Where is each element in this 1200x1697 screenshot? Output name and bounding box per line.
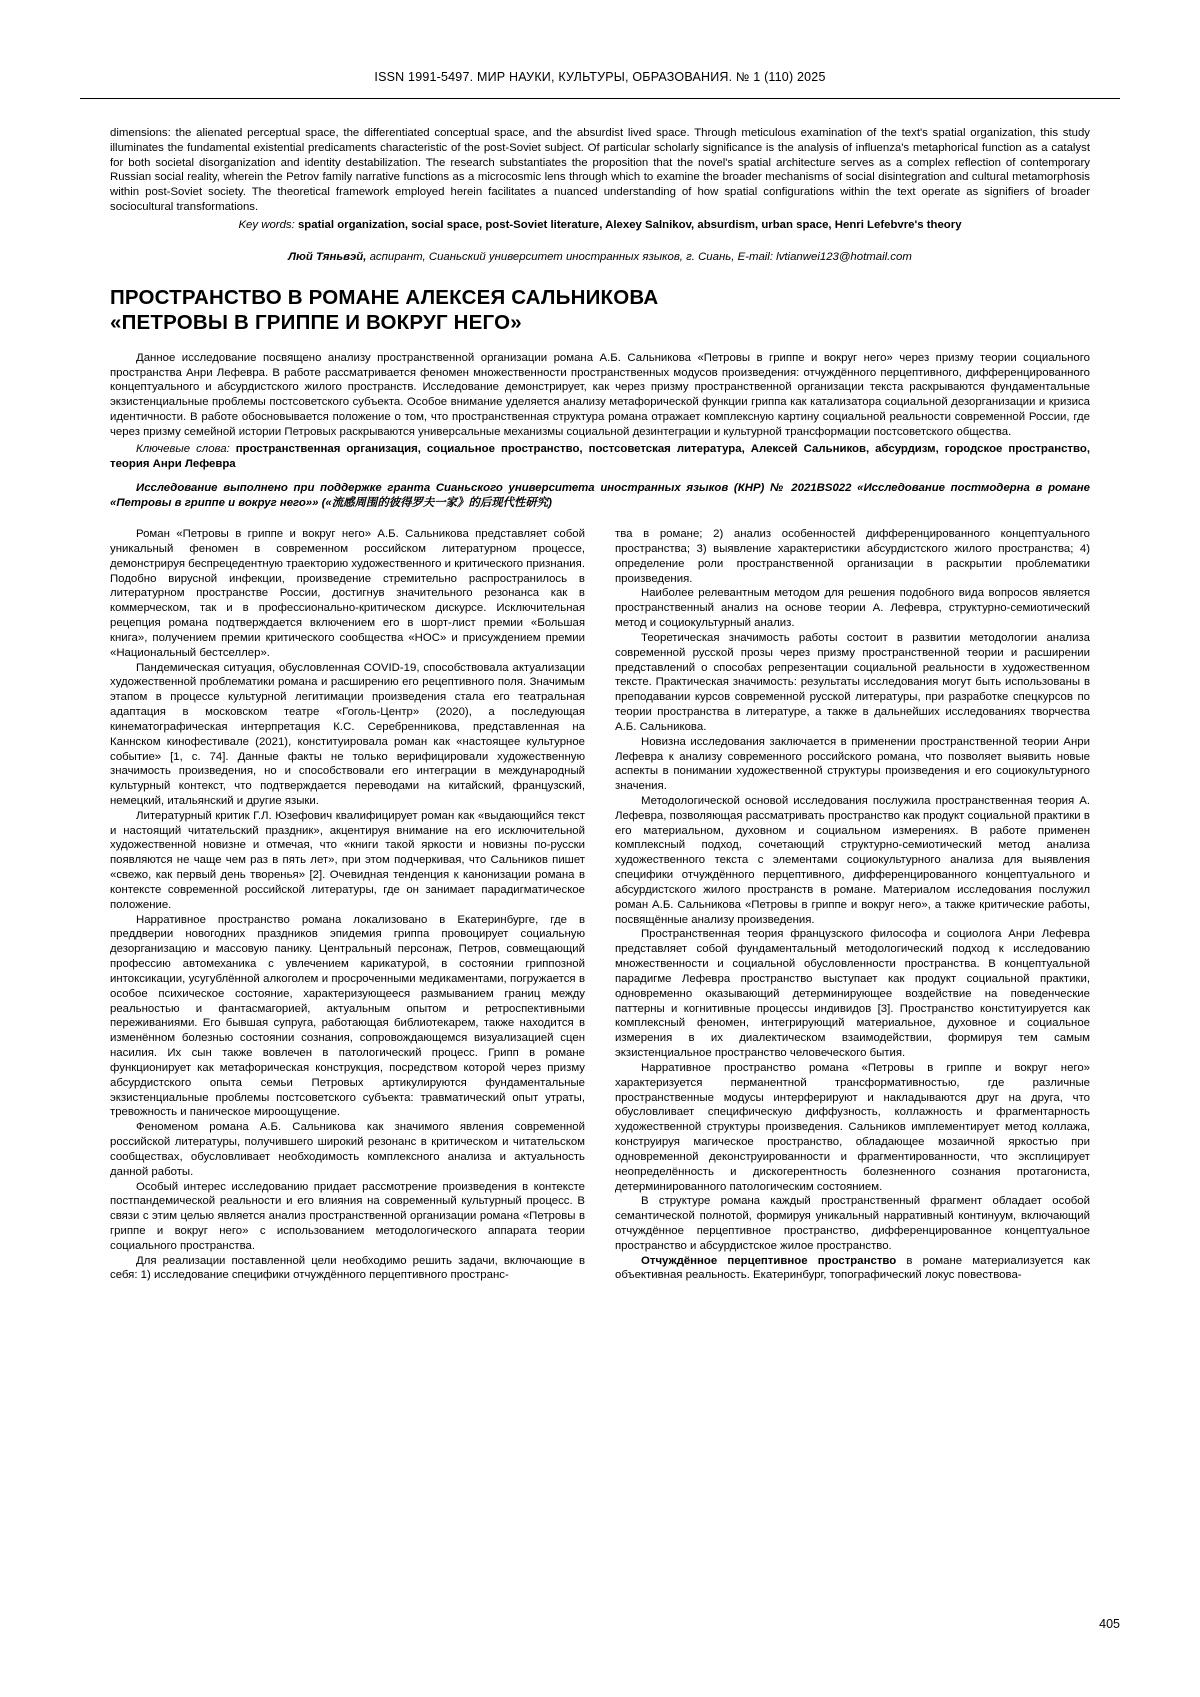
body-paragraph: тва в романе; 2) анализ особенностей дифференцированного концептуального пространства; 3) выявление характеристики абсурдистского жилого пространства; 4) определение роли пространственной организации в раскрытии проблематики произведения. xyxy=(615,528,1090,585)
abstract-english: dimensions: the alienated perceptual space, the differentiated conceptual space, and the absurdist lived space. Through meticulous examination of the text's spatial organization, this study illuminates the fundamental existential predicaments characteristic of the post-Soviet subject. Of particular scholarly significance is the analysis of influenza's metaphorical function as a catalyst for both societal disorganization and identity destabilization. The research substantiates the proposition that the novel's spatial architecture serves as a complex reflection of contemporary Russian social reality, wherein the Petrov family narrative functions as a microcosmic lens through which to examine the broader mechanisms of social disintegration and cultural metamorphosis within post-Soviet society. The theoretical framework employed herein facilitates a nuanced understanding of how spatial configurations within the text operate as signifiers of broader sociocultural transformations. xyxy=(110,127,1090,214)
term-highlight: Отчуждённое перцептивное пространство xyxy=(641,1254,897,1267)
column-left xyxy=(110,527,585,1283)
keywords-russian xyxy=(110,442,1090,472)
body-paragraph: Литературный критик Г.Л. Юзефович квалифицирует роман как «выдающийся текст и настоящий читательский праздник», акцентируя внимание на его исключительной художественной новизне и отмечая, что «книги такой яркости и новизны по-русски появляются не чаще чем раз в пять лет», при этом подчеркивая, что Сальников пишет «свежо, как первый день творенья» [2]. Очевидная тенденция к канонизации романа в контексте современной российской литературы, где он занимает парадигматическое положение. xyxy=(110,809,585,911)
page-content xyxy=(110,126,1090,1283)
body-paragraph: Наиболее релевантным методом для решения подобного вида вопросов является пространственный анализ на основе теории А. Лефевра, структурно-семиотический метод и социокультурный анализ. xyxy=(615,587,1090,630)
keywords-english-body: spatial organization, social space, post-Soviet literature, Alexey Salnikov, absurdism, urban space, Henri Lefebvre's theory xyxy=(297,218,962,231)
article-title-line-1: ПРОСТРАНСТВО В РОМАНЕ АЛЕКСЕЯ САЛЬНИКОВА xyxy=(110,285,659,309)
body-paragraph: Пандемическая ситуация, обусловленная COVID-19, способствовала актуализации художественной проблематики романа и расширению его рецептивного поля. Значимым этапом в процессе культурной легитимации произведения стала его театральная адаптация в московском театре «Гоголь-Центр» (2020), а последующая кинематографическая интерпретация К.С. Серебренникова, представленная на Каннском кинофестивале (2021), конституировала роман как «настоящее культурное событие» [1, с. 74]. Данные факты не только верифицировали художественную значимость произведения, но и способствовали его интеграции в международный культурный контекст, что подтверждается переводами на китайский, французский, немецкий, итальянский и другие языки. xyxy=(110,661,585,807)
page-number: 405 xyxy=(1099,1617,1120,1631)
body-paragraph: Теоретическая значимость работы состоит в развитии методологии анализа современной русской прозы через призму пространственной теории и расширении представлений о способах репрезентации социальной реальности в художественном тексте. Практическая значимость: результаты исследования могут быть использованы в преподавании курсов современной русской литературы, при разработке спецкурсов по теории пространства в литературе, а также в дальнейших исследованиях творчества А.Б. Сальникова. xyxy=(615,631,1090,733)
author-affiliation-text: аспирант, Сианьский университет иностранных языков, г. Сиань, E-mail: lvtianwei123@hotmail.com xyxy=(369,250,912,263)
body-paragraph: Пространственная теория французского философа и социолога Анри Лефевра представляет собой фундаментальный методологический подход к исследованию множественности и социальной обусловленности пространства. В концептуальной парадигме Лефевра пространство выступает как продукт социальной практики, одновременно оказывающий детерминирующее воздействие на поведенческие паттерны и когнитивные процессы индивидов [3]. Пространство конституируется как комплексный феномен, интегрирующий материальное, духовное и социальное измерения в их диалектическом взаимодействии, формируя тем самым экзистенциальное пространство человеческого бытия. xyxy=(615,928,1090,1060)
article-title-line-2: «ПЕТРОВЫ В ГРИППЕ И ВОКРУГ НЕГО» xyxy=(110,310,522,334)
body-paragraph: Для реализации поставленной цели необходимо решить задачи, включающие в себя: 1) исследование специфики отчуждённого перцептивного пространс- xyxy=(110,1254,585,1282)
author-affiliation xyxy=(110,251,1090,263)
header-divider xyxy=(80,98,1120,99)
body-paragraph: В структуре романа каждый пространственный фрагмент обладает особой семантической полнотой, формируя уникальный нарративный континуум, включающий отчуждённое перцептивное пространство, дифференцированное концептуальное пространство и абсурдистское жилое пространство. xyxy=(615,1195,1090,1252)
body-paragraph: Методологической основой исследования послужила пространственная теория А. Лефевра, позволяющая рассматривать пространство как продукт социальной практики в его материальном, духовном и социальном измерениях. В работе применен комплексный подход, сочетающий структурно-семиотический метод анализа художественного текста с элементами социокультурного анализа для выявления специфики отчуждённого перцептивного, дифференцированного концептуального и абсурдистского жилого пространств в романе. Материалом исследования послужил роман А.Б. Сальникова «Петровы в гриппе и вокруг него», а также критические работы, посвящённые анализу произведения. xyxy=(615,794,1090,926)
body-paragraph: Феноменом романа А.Б. Сальникова как значимого явления современной российской литературы, получившего широкий резонанс в критическом и читательском сообществах, обусловливает необходимость комплексного анализа и актуальность данной работы. xyxy=(110,1121,585,1178)
article-title xyxy=(110,285,1090,335)
body-paragraph-final xyxy=(615,1254,1090,1284)
keywords-russian-label: Ключевые слова: xyxy=(136,442,230,455)
column-right xyxy=(615,527,1090,1283)
body-columns xyxy=(110,527,1090,1283)
abstract-russian: Данное исследование посвящено анализу пространственной организации романа А.Б. Сальникова «Петровы в гриппе и вокруг него» через призму теории социального пространства Анри Лефевра. В работе рассматривается феномен множественности пространственных модусов произведения: отчуждённого перцептивного, дифференцированного концептуального и абсурдистского жилого пространств. Исследование демонстрирует, как через призму пространственной организации текста раскрываются фундаментальные экзистенциальные проблемы постсоветского субъекта. Особое внимание уделяется анализу метафорической функции гриппа как катализатора социальной дезорганизации и кризиса идентичности. В работе обосновывается положение о том, что пространственная структура романа отражает комплексную картину социальной реальности современной России, где через призму семейной истории Петровых раскрываются универсальные механизмы социальной дезинтеграции и культурной трансформации постсоветского общества. xyxy=(110,351,1090,438)
body-paragraph: Роман «Петровы в гриппе и вокруг него» А.Б. Сальникова представляет собой уникальный феномен в современном российском литературном процессе, демонстрируя беспрецедентную траекторию художественного и критического признания. Подобно вирусной инфекции, произведение стремительно распространилось в литературном пространстве России, достигнув значительного резонанса как в коммерческом, так и в профессионально-критическом дискурсе. Исключительная рецепция романа подтверждается включением его в шорт-лист премии «Большая книга», получением премии критического сообщества «НОС» и присуждением премии «Национальный бестселлер». xyxy=(110,528,585,659)
author-name: Люй Тяньвэй, xyxy=(288,250,367,263)
keywords-english xyxy=(110,218,1090,233)
body-paragraph: Нарративное пространство романа локализовано в Екатеринбурге, где в преддверии новогодних праздников эпидемия гриппа провоцирует социальную дезорганизацию и массовую панику. Центральный персонаж, Петров, совмещающий профессию автомеханика с увлечением карикатурой, в состоянии гриппозной интоксикации, усугублённой алкоголем и просроченными медикаментами, погружается в особое психическое состояние, характеризующееся размыванием границ между реальностью и фантасмагорией, актуальным опытом и ретроспективными переживаниями. Его бывшая супруга, работающая библиотекарем, также находится в изменённом болезнью состоянии сознания, сопровождающемся визуализацией сцен насилия. Их сын также вовлечен в патологический процесс. Грипп в романе функционирует как метафорическая конструкция, посредством которой через призму абсурдистского опыта семьи Петровых артикулируются фундаментальные экзистенциальные проблемы постсоветского субъекта: травматический опыт утраты, тревожность и паническое мироощущение. xyxy=(110,913,585,1119)
body-paragraph: Особый интерес исследованию придает рассмотрение произведения в контексте постпандемической реальности и его влияния на современный культурный процесс. В связи с этим целью является анализ пространственной организации романа «Петровы в гриппе и вокруг него» с использованием методологического аппарата теории социального пространства. xyxy=(110,1180,585,1252)
keywords-english-label: Key words: xyxy=(238,218,295,231)
term-highlight-rest: в романе материализуется как объективная реальность. Екатеринбург, топографический локус повествова- xyxy=(615,1254,1090,1282)
running-head: ISSN 1991-5497. МИР НАУКИ, КУЛЬТУРЫ, ОБРАЗОВАНИЯ. № 1 (110) 2025 xyxy=(374,70,826,84)
body-paragraph: Новизна исследования заключается в применении пространственной теории Анри Лефевра к анализу современного российского романа, что позволяет выявить новые аспекты в понимании художественной структуры произведения и его социокультурного значения. xyxy=(615,735,1090,793)
grant-acknowledgement: Исследование выполнено при поддержке гранта Сианьского университета иностранных языков (КНР) № 2021BS022 «Исследование постмодерна в романе «Петровы в гриппе и вокруг него»» («流感周围的彼得罗夫一家》的后现代性研究) xyxy=(110,482,1090,510)
body-paragraph: Нарративное пространство романа «Петровы в гриппе и вокруг него» характеризуется перманентной трансформативностью, где различные пространственные модусы интерферируют и накладываются друг на друга, что обусловливает специфическую диффузность, коллажность и фрагментарность художественной структуры произведения. Сальников имплементирует метод коллажа, конструируя магическое пространство, обладающее мозаичной яркостью при одновременной деконструированности и фрагментированности, что эксплицирует неопределённость и дискогерентность болезненного сознания протагониста, детерминированного патологическим состоянием. xyxy=(615,1061,1090,1193)
keywords-russian-body: пространственная организация, социальное пространство, постсоветская литература, Алексей Сальников, абсурдизм, городское пространство, теория Анри Лефевра xyxy=(110,442,1090,470)
